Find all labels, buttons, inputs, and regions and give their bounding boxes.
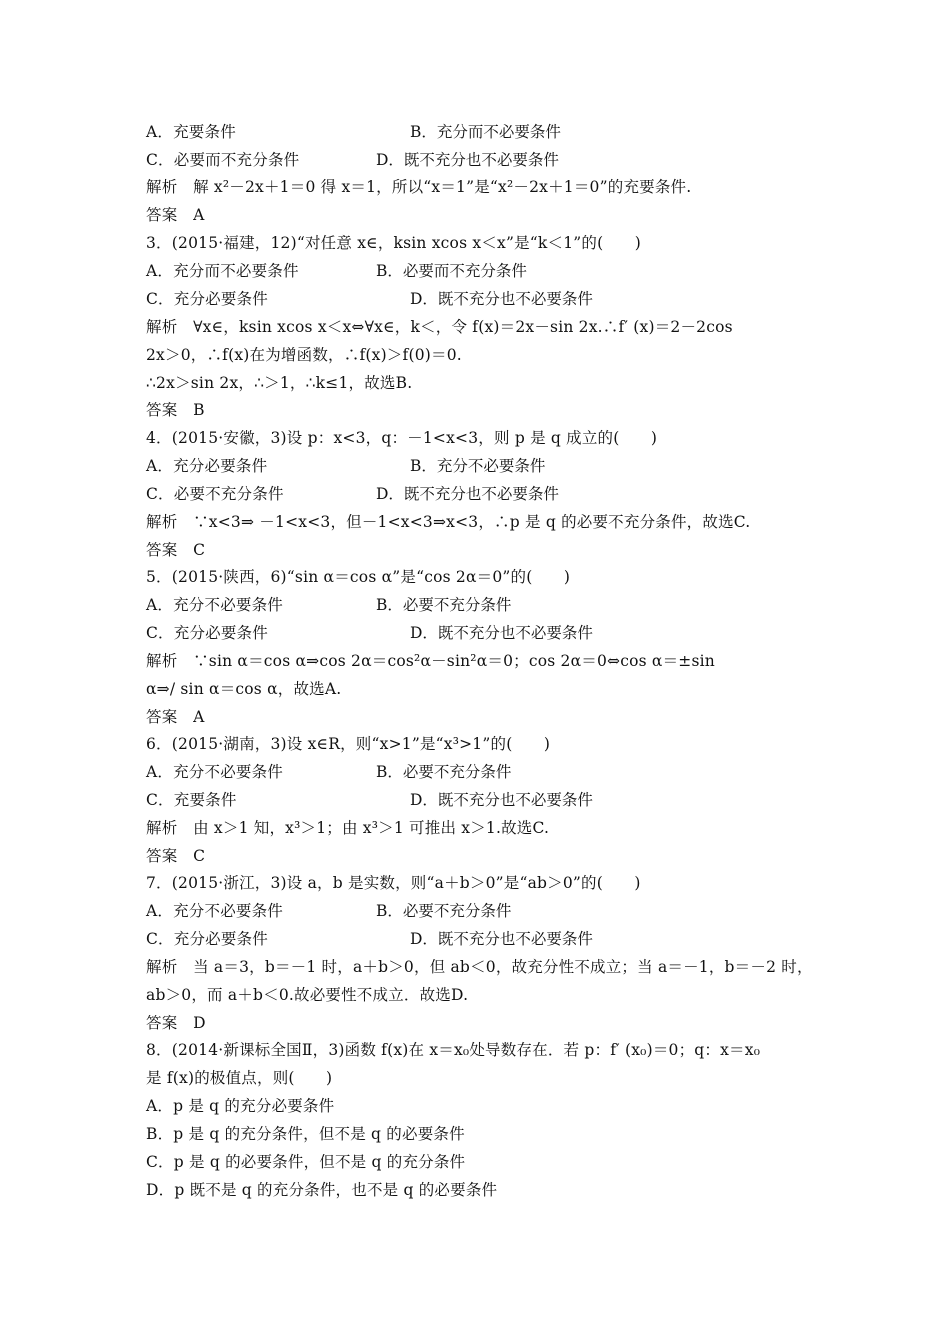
option-c: C．充分必要条件 — [146, 624, 268, 642]
option-c: C．充分必要条件 — [146, 930, 268, 948]
option-a: A．充分不必要条件 — [146, 596, 283, 614]
option-a: A．充分不必要条件 — [146, 763, 283, 781]
question-7: 7．(2015·浙江，3)设 a，b 是实数，则“a＋b＞0”是“ab＞0”的( ) — [146, 874, 641, 892]
option-c: C．必要而不充分条件 — [146, 151, 300, 169]
answer-line: 答案 D — [146, 1014, 206, 1032]
question-8-cont: 是 f(x)的极值点，则( ) — [146, 1069, 333, 1087]
option-a: A．p 是 q 的充分必要条件 — [146, 1097, 335, 1115]
option-a: A．充分不必要条件 — [146, 902, 283, 920]
solution-line: α⇒/ sin α＝cos α，故选A. — [146, 680, 342, 698]
option-b: B．必要不充分条件 — [376, 596, 512, 614]
solution-line: 解析 ∀x∈，ksin xcos x＜x⇔∀x∈，k＜，令 f(x)＝2x－sin 2x.∴f′ (x)＝2－2cos — [146, 318, 733, 336]
solution-line: 解析 当 a＝3，b＝－1 时，a＋b＞0，但 ab＜0，故充分性不成立；当 a＝－1，b＝－2 时， — [146, 958, 813, 976]
answer-line: 答案 C — [146, 847, 206, 865]
solution-line: 解析 解 x²－2x＋1＝0 得 x＝1，所以“x＝1”是“x²－2x＋1＝0”的充要条件. — [146, 178, 692, 196]
question-3: 3．(2015·福建，12)“对任意 x∈，ksin xcos x＜x”是“k＜1”的( ) — [146, 234, 641, 252]
option-d: D．既不充分也不必要条件 — [410, 290, 593, 308]
option-d: D．既不充分也不必要条件 — [376, 151, 559, 169]
option-a: A．充分必要条件 — [146, 457, 268, 475]
answer-line: 答案 A — [146, 206, 205, 224]
option-d: D．既不充分也不必要条件 — [410, 930, 593, 948]
answer-line: 答案 B — [146, 401, 205, 419]
option-d: D．既不充分也不必要条件 — [410, 624, 593, 642]
question-5: 5．(2015·陕西，6)“sin α＝cos α”是“cos 2α＝0”的( ) — [146, 568, 571, 586]
answer-line: 答案 C — [146, 541, 206, 559]
solution-line: 解析 ∵sin α＝cos α⇒cos 2α＝cos²α－sin²α＝0；cos 2α＝0⇔cos α＝±sin — [146, 652, 715, 670]
option-a: A．充分而不必要条件 — [146, 262, 299, 280]
option-b: B．必要不充分条件 — [376, 763, 512, 781]
solution-line: 2x＞0，∴f(x)在为增函数，∴f(x)＞f(0)＝0. — [146, 346, 462, 364]
option-d: D．既不充分也不必要条件 — [376, 485, 559, 503]
option-b: B．p 是 q 的充分条件，但不是 q 的必要条件 — [146, 1125, 465, 1143]
option-b: B．充分而不必要条件 — [410, 123, 561, 141]
solution-line: 解析 由 x＞1 知，x³＞1；由 x³＞1 可推出 x＞1.故选C. — [146, 819, 550, 837]
option-c: C．p 是 q 的必要条件，但不是 q 的充分条件 — [146, 1153, 466, 1171]
option-b: B．必要而不充分条件 — [376, 262, 527, 280]
option-c: C．必要不充分条件 — [146, 485, 284, 503]
option-c: C．充分必要条件 — [146, 290, 268, 308]
option-d: D．既不充分也不必要条件 — [410, 791, 593, 809]
option-c: C．充要条件 — [146, 791, 237, 809]
answer-line: 答案 A — [146, 708, 205, 726]
solution-line: 解析 ∵x<3⇒ －1<x<3，但－1<x<3⇒x<3，∴p 是 q 的必要不充分条件，故选C. — [146, 513, 751, 531]
solution-line: ab＞0，而 a＋b＜0.故必要性不成立．故选D. — [146, 986, 469, 1004]
question-4: 4．(2015·安徽，3)设 p：x<3，q：－1<x<3，则 p 是 q 成立的( ) — [146, 429, 658, 447]
question-6: 6．(2015·湖南，3)设 x∈R，则“x>1”是“x³>1”的( ) — [146, 735, 551, 753]
option-a: A．充要条件 — [146, 123, 236, 141]
option-b: B．必要不充分条件 — [376, 902, 512, 920]
option-d: D．p 既不是 q 的充分条件，也不是 q 的必要条件 — [146, 1181, 498, 1199]
solution-line: ∴2x＞sin 2x，∴＞1，∴k≤1，故选B. — [146, 374, 413, 392]
question-8: 8．(2014·新课标全国Ⅱ，3)函数 f(x)在 x＝x₀处导数存在．若 p：f′ (x₀)＝0；q：x＝x₀ — [146, 1041, 761, 1059]
option-b: B．充分不必要条件 — [410, 457, 546, 475]
